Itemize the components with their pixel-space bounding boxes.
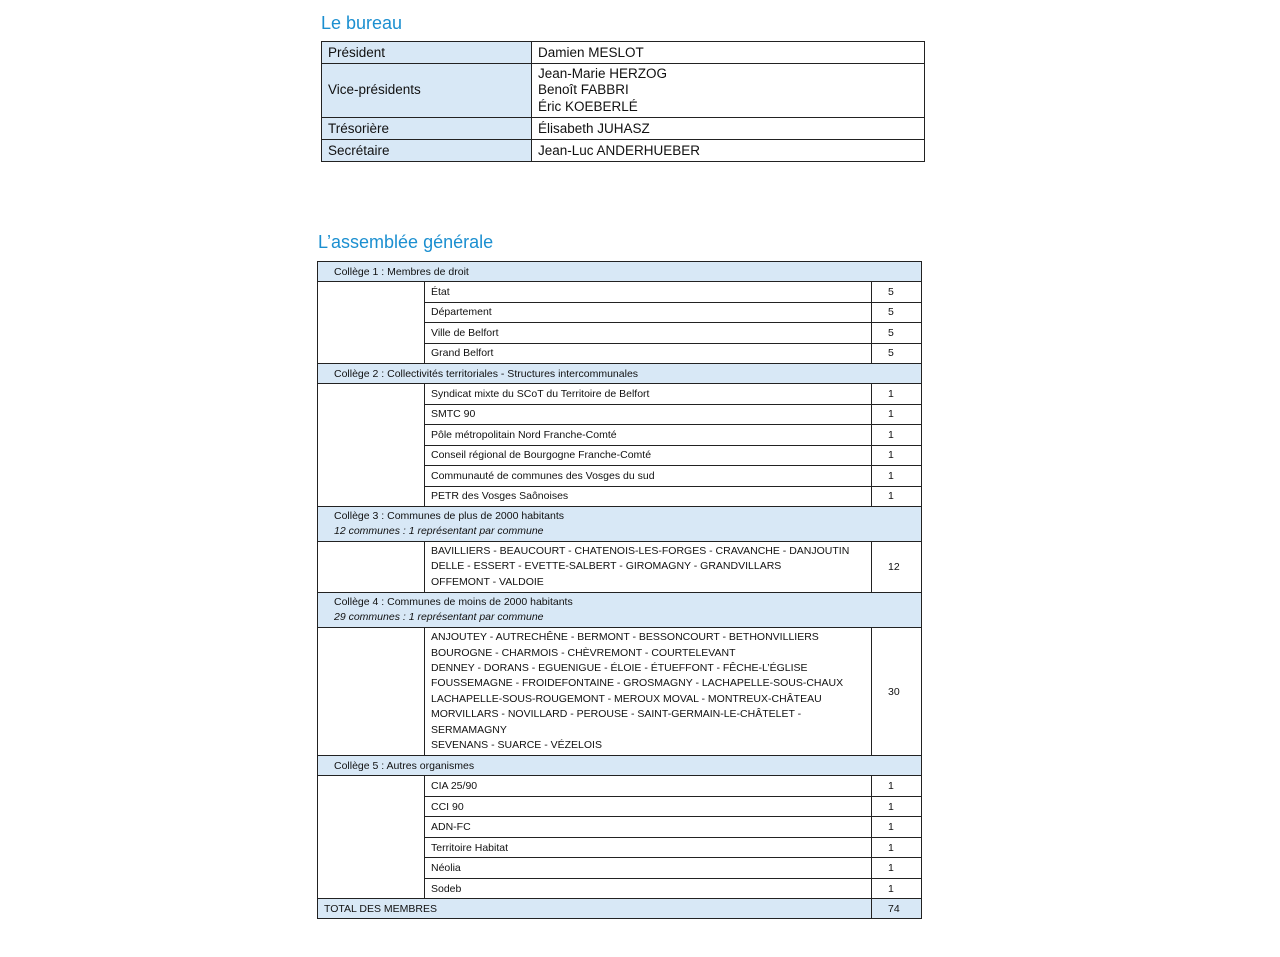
member-count: 1 [872,858,922,879]
member-name: PETR des Vosges Saônoises [425,486,872,507]
member-name: Département [425,302,872,323]
college-1-title: Collège 1 : Membres de droit [318,262,922,282]
member-count: 30 [872,628,922,756]
member-count: 5 [872,323,922,344]
college-header-row [318,364,922,384]
table-row [318,282,922,303]
communes-line: BAVILLIERS - BEAUCOURT - CHATENOIS-LES-FORGES - CRAVANCHE - DANJOUTIN [431,545,850,557]
member-count: 1 [872,776,922,797]
college-header-row [318,593,922,628]
member-name: Syndicat mixte du SCoT du Territoire de Belfort [425,384,872,405]
table-row [318,628,922,756]
bureau-title: Le bureau [321,13,403,33]
blank-cell [318,542,425,593]
college-4-header [318,593,922,628]
member-name: SMTC 90 [425,404,872,425]
blank-cell [318,282,425,364]
college-4-note: 29 communes : 1 représentant par commune [334,611,544,624]
president-name: Damien MESLOT [532,42,925,64]
member-count: 1 [872,817,922,838]
tresoriere-label: Trésorière [322,118,532,140]
member-count: 12 [872,542,922,593]
member-name: Ville de Belfort [425,323,872,344]
total-count: 74 [872,899,922,919]
table-row [318,384,922,405]
tresoriere-name: Élisabeth JUHASZ [532,118,925,140]
assemblee-table [317,261,922,919]
secretaire-name: Jean-Luc ANDERHUEBER [532,140,925,162]
communes-line: FOUSSEMAGNE - FROIDEFONTAINE - GROSMAGNY - LACHAPELLE-SOUS-CHAUX [431,677,844,690]
vp-label: Vice-présidents [322,64,532,118]
member-count: 1 [872,466,922,487]
blank-cell [318,628,425,756]
communes-line: DELLE - ESSERT - EVETTE-SALBERT - GIROMAGNY - GRANDVILLARS [431,560,782,573]
college-3-title: Collège 3 : Communes de plus de 2000 habitants [334,510,564,522]
vp-name: Benoît FABBRI [538,82,629,98]
member-name: Sodeb [425,878,872,899]
member-name: CIA 25/90 [425,776,872,797]
president-label: Président [322,42,532,64]
member-count: 5 [872,343,922,364]
member-name: État [425,282,872,303]
member-count: 1 [872,796,922,817]
vp-name: Jean-Marie HERZOG [538,65,668,81]
college-header-row [318,507,922,542]
table-row [322,64,925,118]
college-3-note: 12 communes : 1 représentant par commune [334,525,544,537]
assemblee-title: L’assemblée générale [318,232,494,252]
member-count: 1 [872,486,922,507]
member-count: 1 [872,837,922,858]
blank-cell [318,776,425,899]
table-row [318,542,922,593]
table-row [322,118,925,140]
member-count: 1 [872,445,922,466]
communes-list [425,628,872,756]
member-name: Pôle métropolitain Nord Franche-Comté [425,425,872,446]
table-row [322,140,925,162]
communes-line: SEVENANS - SUARCE - VÉZELOIS [431,739,602,752]
communes-line: MORVILLARS - NOVILLARD - PEROUSE - SAINT-GERMAIN-LE-CHÂTELET - SERMAMAGNY [431,708,802,736]
total-row [318,899,922,919]
vp-name: Éric KOEBERLÉ [538,98,638,114]
communes-line: LACHAPELLE-SOUS-ROUGEMONT - MEROUX MOVAL - MONTREUX-CHÂTEAU [431,692,822,705]
table-row [318,776,922,797]
communes-line: DENNEY - DORANS - EGUENIGUE - ÉLOIE - ÉTUEFFONT - FÊCHE-L’ÉGLISE [431,662,808,675]
member-count: 1 [872,404,922,425]
vp-names [532,64,925,118]
member-name: CCI 90 [425,796,872,817]
member-name: Communauté de communes des Vosges du sud [425,466,872,487]
communes-line: ANJOUTEY - AUTRECHÊNE - BERMONT - BESSONCOURT - BETHONVILLIERS [431,631,819,644]
college-5-title: Collège 5 : Autres organismes [318,756,922,776]
communes-list [425,542,872,593]
member-name: ADN-FC [425,817,872,838]
member-name: Conseil régional de Bourgogne Franche-Comté [425,445,872,466]
secretaire-label: Secrétaire [322,140,532,162]
college-2-title: Collège 2 : Collectivités territoriales - Structures intercommunales [318,364,922,384]
member-name: Néolia [425,858,872,879]
blank-cell [318,384,425,507]
total-label: TOTAL DES MEMBRES [318,899,872,919]
member-count: 1 [872,384,922,405]
college-header-row [318,262,922,282]
member-name: Grand Belfort [425,343,872,364]
table-row [322,42,925,64]
communes-line: OFFEMONT - VALDOIE [431,575,544,588]
college-header-row [318,756,922,776]
college-3-header [318,507,922,542]
bureau-table [321,41,925,162]
member-count: 5 [872,302,922,323]
college-4-title: Collège 4 : Communes de moins de 2000 habitants [334,596,573,609]
communes-line: BOUROGNE - CHARMOIS - CHÈVREMONT - COURTELEVANT [431,646,736,659]
member-count: 1 [872,425,922,446]
member-name: Territoire Habitat [425,837,872,858]
member-count: 5 [872,282,922,303]
member-count: 1 [872,878,922,899]
